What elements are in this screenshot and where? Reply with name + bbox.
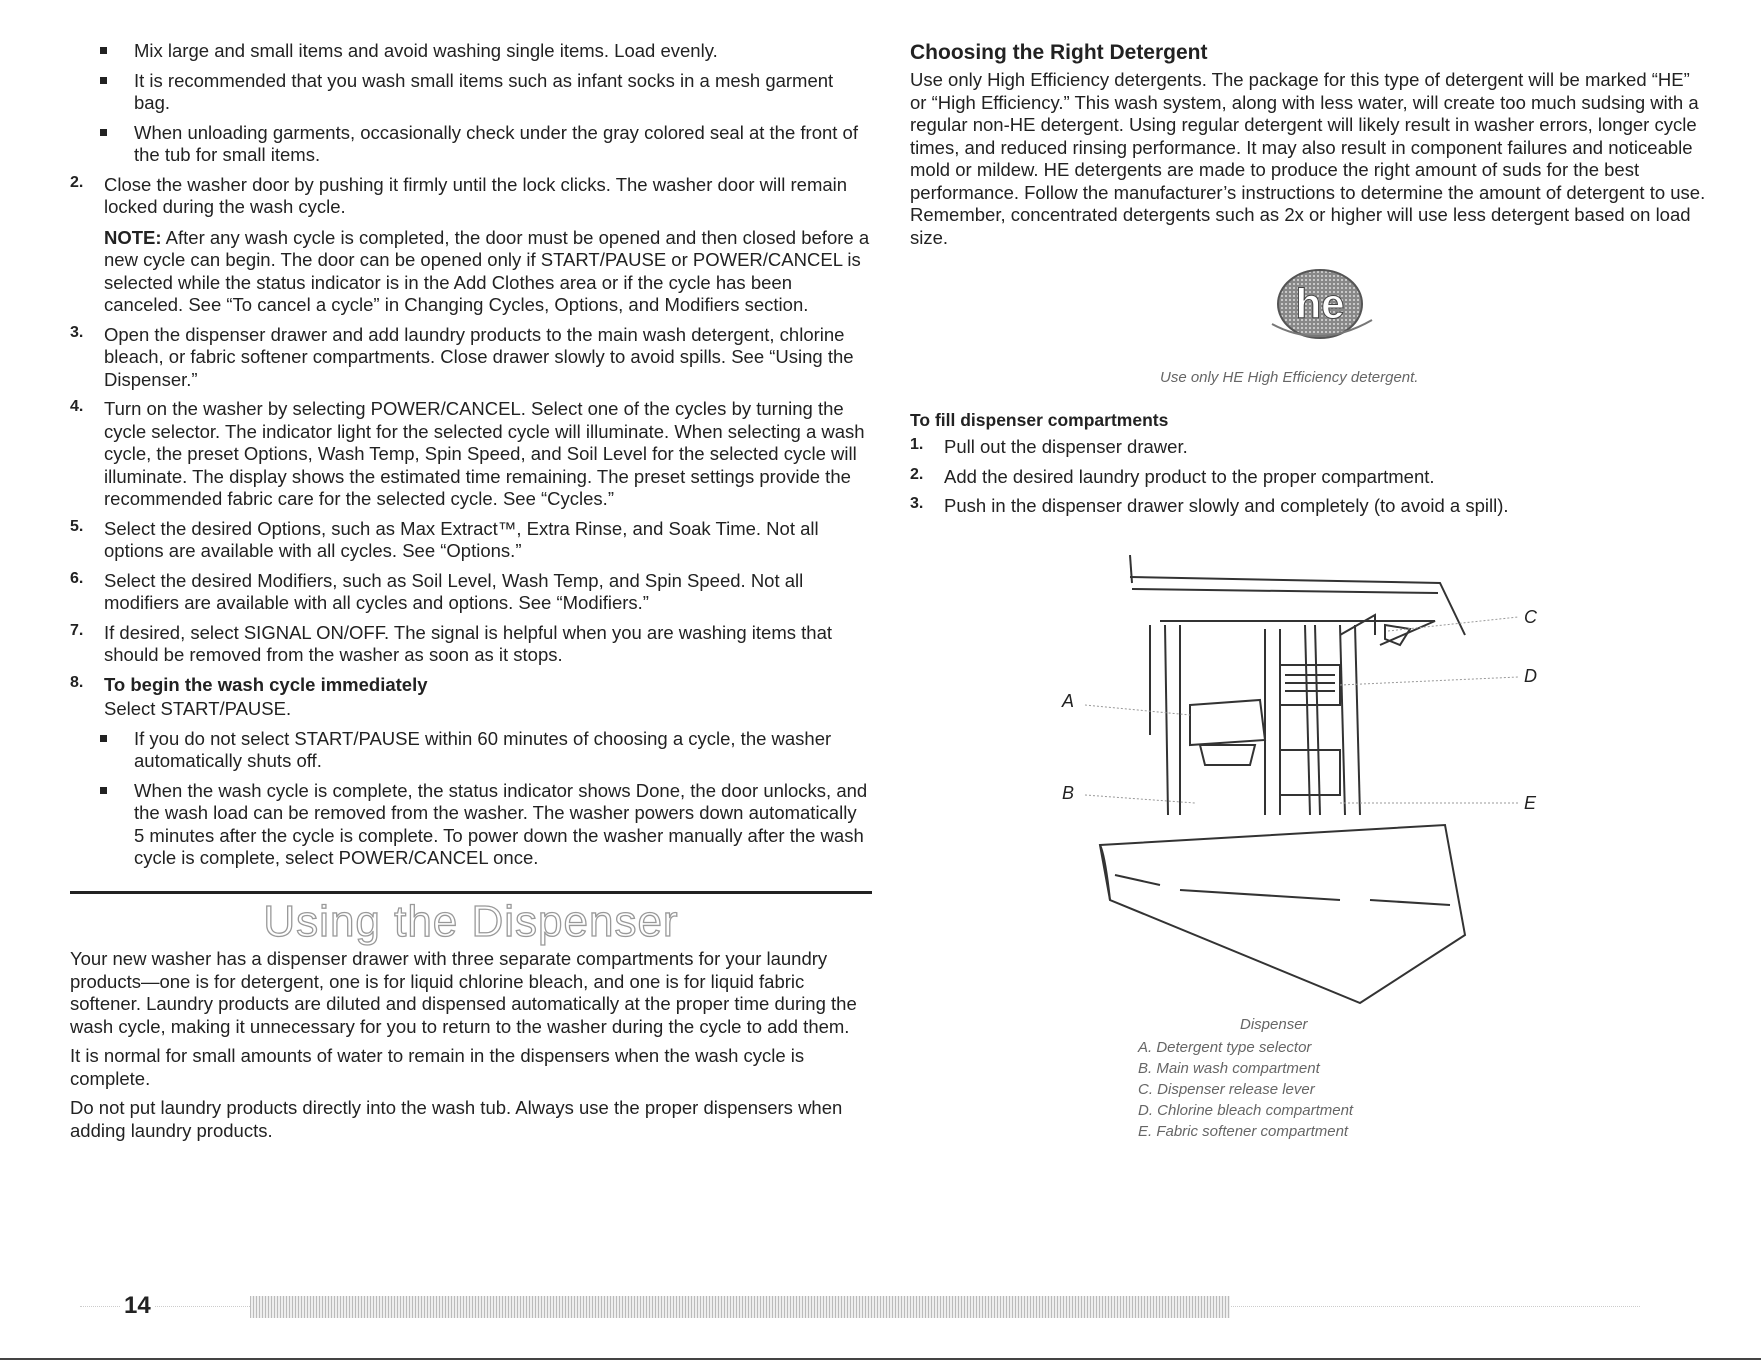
list-item: It is recommended that you wash small items such as infant socks in a mesh garment bag. [70,70,870,115]
list-item: When the wash cycle is complete, the status indicator shows Done, the door unlocks, and the wash load can be removed from the washer. The washer powers down automatically 5 minutes after the cycle is complete. To power down the washer manually after the wash cycle is complete, select POWER/CANCEL once. [70,780,870,870]
dispenser-intro [70,948,875,1149]
fill-step [910,466,1710,489]
section-divider [70,891,872,894]
detergent-heading: Choosing the Right Detergent [910,41,1208,64]
step-number: 3. [70,323,84,341]
step-text: Turn on the washer by selecting POWER/CANCEL. Select one of the cycles by turning the cycle selector. The indicator light for the selected cycle will illuminate. When selecting a wash cycle, the preset Options, Wash Temp, Spin Speed, and Soil Level for the selected cycle will illuminate. The display shows the estimated time remaining. The preset settings provide the recommended fabric care for the selected cycle. See “Cycles.” [104,398,865,509]
paragraph: Do not put laundry products directly into the wash tub. Always use the proper dispensers when adding laundry products. [70,1097,843,1141]
step-4 [70,398,870,511]
step-text: Pull out the dispenser drawer. [944,436,1188,457]
bottom-border [0,1358,1761,1360]
step-8 [70,674,870,721]
he-logo-icon [1260,262,1380,352]
step-3 [70,324,870,392]
step-number: 4. [70,398,84,415]
label-e: E [1524,793,1537,813]
step-text: Select the desired Options, such as Max Extract™, Extra Rinse, and Soak Time. Not all options are available with all cycles. See “Options.” [104,517,819,561]
list-item: Mix large and small items and avoid washing single items. Load evenly. [70,40,870,63]
note-label: NOTE: [104,226,162,248]
dispenser-caption: Dispenser [1240,1016,1308,1033]
left-column [70,40,870,877]
page-number: 14 [120,1292,155,1320]
logo-caption: Use only HE High Efficiency detergent. [1160,369,1419,386]
step-number: 3. [910,495,924,512]
list-item: When unloading garments, occasionally check under the gray colored seal at the front of the tub for small items. [70,122,870,167]
list-item: If you do not select START/PAUSE within 60 minutes of choosing a cycle, the washer automatically shuts off. [70,728,870,773]
label-a: A [1062,691,1075,711]
paragraph: It is normal for small amounts of water to remain in the dispensers when the wash cycle is complete. [70,1045,805,1089]
paragraph: Your new washer has a dispenser drawer with three separate compartments for your laundry products—one is for detergent, one is for liquid chlorine bleach, and one is for liquid fabric softener. Laundry products are diluted and dispensed automatically at the proper time during the wash cycle, making it unnecessary for you to return to the washer during the cycle to add them. [70,948,857,1037]
footer-bar [250,1296,1230,1318]
step-text: Open the dispenser drawer and add laundry products to the main wash detergent, chlorine bleach, or fabric softener compartments. Close drawer slowly to avoid spills. See “Using the Dispenser.” [104,323,854,390]
step-2 [70,174,870,317]
fill-step [910,436,1710,459]
step-text: Push in the dispenser drawer slowly and completely (to avoid a spill). [944,495,1509,516]
fill-instructions [910,398,1710,525]
step-6 [70,570,870,615]
legend-item: D. Chlorine bleach compartment [1138,1102,1354,1119]
legend-item: C. Dispenser release lever [1138,1081,1315,1098]
label-d: D [1524,666,1537,686]
logo-text: he [1295,280,1345,327]
step-title: To begin the wash cycle immediately [104,673,428,695]
step-number: 7. [70,621,84,639]
step-number: 8. [70,673,84,691]
step-5 [70,518,870,563]
label-c: C [1524,607,1537,627]
step-7 [70,622,870,667]
step-number: 1. [910,436,924,453]
note-text: After any wash cycle is completed, the door must be opened and then closed before a new cycle can begin. The door can be opened only if START/PAUSE or POWER/CANCEL is selected while the status indicator is in the Add Clothes area or if the cycle has been canceled. See “To cancel a cycle” in Changing Cycles, Options, and Modifiers section. [104,226,870,315]
fill-title: To fill dispenser compartments [910,410,1169,430]
legend-item: A. Detergent type selector [1138,1039,1312,1056]
legend-item: E. Fabric softener compartment [1138,1123,1349,1140]
label-b: B [1062,783,1075,803]
step-number: 6. [70,569,84,587]
step-number: 2. [70,173,84,191]
dispenser-legend [1138,1037,1353,1142]
step-text: Add the desired laundry product to the proper compartment. [944,465,1435,487]
dispenser-diagram [1040,555,1580,1015]
step-number: 2. [910,465,924,483]
step-text: If desired, select SIGNAL ON/OFF. The signal is helpful when you are washing items that should be removed from the washer as soon as it stops. [104,621,833,665]
legend-item: B. Main wash compartment [1138,1060,1320,1077]
step-text: Select the desired Modifiers, such as Soil Level, Wash Temp, and Spin Speed. Not all modifiers are available with all cycles and options. See “Modifiers.” [104,569,804,613]
step-number: 5. [70,517,84,535]
fill-step [910,495,1710,518]
right-column [910,40,1710,249]
detergent-paragraph: Use only High Efficiency detergents. The package for this type of detergent will be marked “HE” or “High Efficiency.” This wash system, along with less water, will create too much sudsing with a regular non-HE detergent. Using regular detergent will likely result in washer errors, longer cycle times, and reduced rinsing performance. It may also result in component failures and noticeable mold or mildew. HE detergents are made to produce the right amount of suds for the best performance. Follow the manufacturer’s instructions to determine the amount of detergent to use. Remember, concentrated detergents such as 2x or higher will use less detergent based on load size. [910,69,1706,248]
step-text: Close the washer door by pushing it firmly until the lock clicks. The washer door will remain locked during the wash cycle. [104,173,848,217]
section-title: Using the Dispenser [263,897,679,946]
step-text: Select START/PAUSE. [104,698,292,719]
note-paragraph [104,227,870,317]
